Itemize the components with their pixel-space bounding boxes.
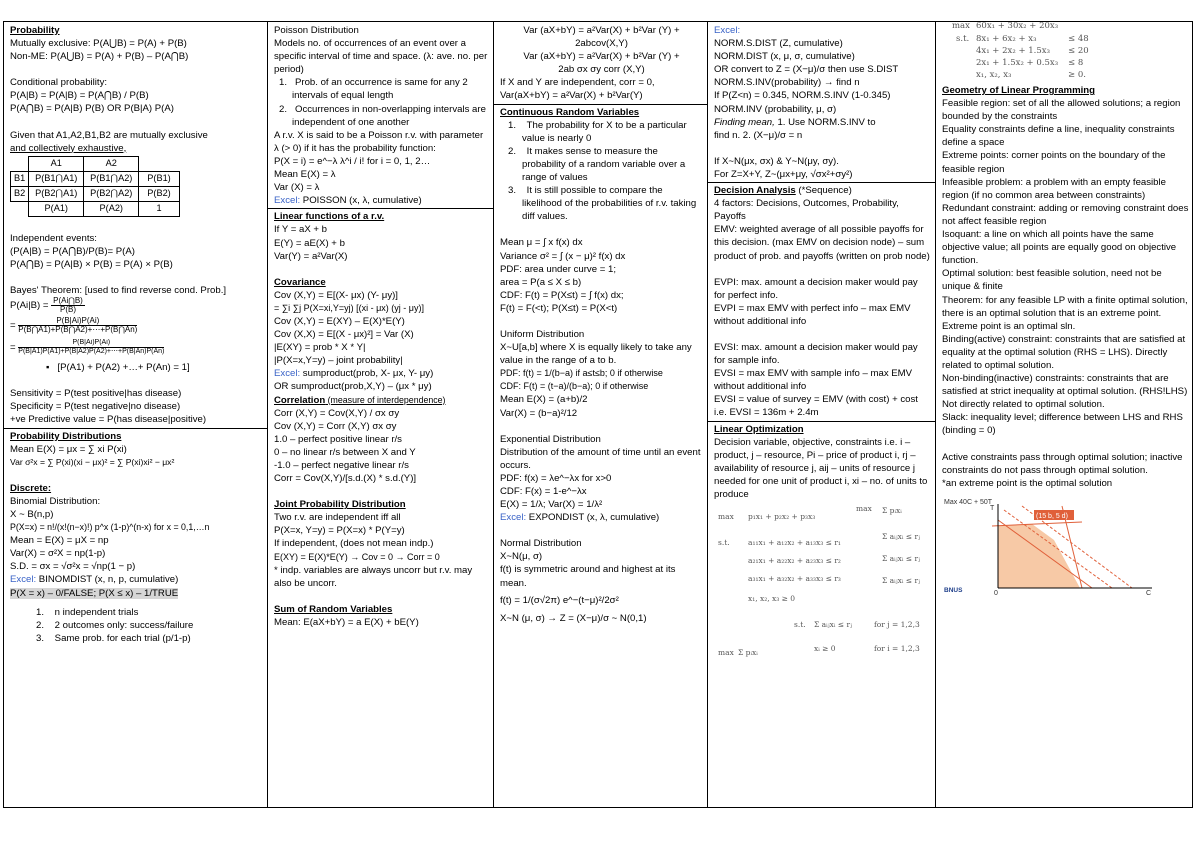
graph-title: Max 40C + 50T (944, 498, 993, 506)
sum-mean: Mean: E(aX+bY) = a E(X) + bE(Y) (274, 616, 419, 628)
normal-notation: X~N(μ, σ) (500, 551, 543, 563)
numerator: P(B|Ai)P(Ai) (18, 339, 164, 348)
lp-for-j: for j = 1,2,3 (874, 620, 920, 630)
optimal-point-label: (15 b, 5 d) (1036, 512, 1068, 520)
fraction (18, 317, 137, 334)
constraint-line-4 (992, 522, 1082, 526)
mean-formula: Mean E(X) = μx = ∑ xi P(xi) (10, 443, 127, 455)
exponential-heading: Exponential Distribution (500, 433, 601, 445)
normal-sum-2: For Z=X+Y, Z~(μx+μy, √σx²+σy²) (714, 168, 853, 180)
binomial-sd: S.D. = σx = √σ²x = √np(1 − p) (10, 561, 136, 573)
normal-heading: Normal Distribution (500, 538, 582, 550)
table-cell: P(B2⋂A1) (29, 186, 84, 201)
table-cell (11, 201, 29, 216)
evsi-formula: EVSI = max EMV with sample info – max EMV without additional info (714, 368, 913, 393)
excel-label: Excel: (10, 574, 37, 586)
cdf-def: CDF: F(t) = P(X≤t) = ∫ f(x) dx; (500, 289, 624, 301)
list-item-text: The probability for X to be a particular value is nearly 0 (522, 119, 687, 144)
section-heading-correlation: Correlation (274, 394, 326, 406)
lp-constraint-3: a₃₁x₁ + a₃₂x₂ + a₃₃x₃ ≤ r₃ (748, 574, 841, 584)
poisson-heading: Poisson Distribution (274, 25, 359, 36)
excel-norm-s-dist: NORM.S.DIST (Z, cumulative) (714, 38, 843, 50)
evpi-formula: EVPI = max EMV with perfect info – max EMV without additional info (714, 302, 911, 327)
poisson-pmf: P(X = i) = e^−λ λ^i / i! for i = 0, 1, 2… (274, 155, 431, 167)
mutually-exclusive-rule: Mutually exclusive: P(A⋃B) = P(A) + P(B) (10, 38, 187, 50)
lp-nonneg-general: xᵢ ≥ 0 (814, 644, 836, 654)
correlation-cov: Cov (X,Y) = Corr (X,Y) σx σy (274, 420, 397, 432)
excel-label: Excel: (714, 25, 741, 36)
lp-sum-constraint-1: Σ aᵢⱼxᵢ ≤ rⱼ (882, 532, 921, 542)
finding-mean-step: 1. Use NORM.S.INV to (774, 116, 876, 128)
correlation-neg: -1.0 – perfect negative linear r/s (274, 460, 409, 471)
exponential-excel (500, 511, 703, 524)
lp-sum-objective: Σ pᵢxᵢ (882, 506, 902, 516)
continuous-variance: Variance σ² = ∫ (x − μ)² f(x) dx (500, 250, 626, 262)
exponential-cdf: CDF: F(x) = 1-e^−λx (500, 486, 587, 497)
list-item-text: Same prob. for each trial (p/1-p) (54, 632, 191, 644)
predictive-value: +ve Predictive value = P(has disease|positive) (10, 414, 207, 426)
independent-rule-2: P(A⋂B) = P(A|B) × P(B) = P(A) × P(B) (10, 258, 173, 270)
example-constraint-2: 4x₁ + 2x₂ + 1.5x₃ (976, 46, 1050, 56)
variance-sum-1: Var (aX+bY) = a²Var(X) + b²Var (Y) + (523, 25, 680, 36)
example-rhs-2: ≤ 20 (1068, 46, 1089, 56)
bayes-bullet-text: [P(A1) + P(A2) +…+ P(An) = 1] (57, 362, 190, 374)
list-item-text: 2 outcomes only: success/failure (54, 619, 194, 631)
list-item: 1. n independent trials (36, 606, 139, 618)
lp-formulation-figure (714, 505, 931, 670)
table-cell: P(B1⋂A2) (84, 171, 139, 186)
table-cell: B1 (11, 171, 29, 186)
table-cell: P(A2) (84, 201, 139, 216)
excel-label: Excel: (274, 195, 301, 207)
example-max-label: max (952, 22, 970, 31)
exponential-pdf: PDF: f(x) = λe^−λx for x>0 (500, 472, 612, 484)
table-row (11, 156, 180, 171)
variance-formula: Var σ²x = ∑ P(xi)(xi − μx)² = ∑ P(xi)xi² − μx² (10, 456, 175, 467)
variance-sum-2: Var (aX+bY) = a²Var(X) + b²Var (Y) + (523, 51, 680, 63)
lp-sum-constraint-general: Σ aᵢⱼxᵢ ≤ rⱼ (814, 620, 853, 630)
numerator: P(B|Ai)P(Ai) (18, 317, 137, 326)
column-decision-optimization (707, 22, 935, 807)
list-item: 1. The probability for X to be a particular value is nearly 0 (508, 119, 687, 144)
poisson-description: Models no. of occurrences of an event over a specific interval of time and space. (λ: ave. no. per period) (274, 38, 488, 76)
table-cell: 1 (139, 201, 180, 216)
correlation-heading-line (274, 394, 489, 407)
excel-norm-s-inv: NORM.S.INV(probability) → find n (714, 77, 860, 89)
binomial-variance: Var(X) = σ²X = np(1-p) (10, 548, 106, 560)
graph-brand: BNUS (944, 586, 963, 594)
equality-constraints: Equality constraints define a line, inequality constraints define a space (942, 124, 1175, 149)
linear-variance: Var(Y) = a²Var(X) (274, 250, 348, 262)
linear-mean: E(Y) = aE(X) + b (274, 237, 345, 249)
slack: Slack: inequality level; difference between LHS and RHS (binding = 0) (942, 412, 1183, 437)
linear-def: If Y = aX + b (274, 224, 327, 236)
variance-sum-2b: 2ab σx σy corr (X,Y) (558, 64, 645, 76)
list-item: 3. It is still possible to compare the likelihood of the probabilities of r.v. taking diff values. (508, 185, 697, 223)
joint-note: If independent, (does not mean indp.) (274, 538, 434, 550)
table-row (11, 171, 180, 186)
poisson-excel (274, 194, 489, 207)
excel-norm-inv: NORM.INV (probability, μ, σ) (714, 103, 837, 115)
finding-mean-step-2: find n. 2. (X−μ)/σ = n (714, 129, 803, 141)
binomial-pmf: P(X=x) = n!/(x!(n−x)!) p^x (1-p)^(n-x) for x = 0,1,…n (10, 522, 210, 533)
evsi-example: EVSI = value of survey = EMV (with cost) + cost i.e. EVSI = 136m + 2.4m (714, 394, 918, 419)
uniform-pdf: PDF: f(t) = 1/(b−a) if a≤t≤b; 0 if otherwise (500, 368, 663, 379)
evsi-def: EVSI: max. amount a decision maker would pay for sample info. (714, 341, 918, 367)
excel-function: POISSON (x, λ, cumulative) (300, 195, 422, 207)
extreme-points: Extreme points: corner points on the boundary of the feasible region (942, 150, 1166, 175)
example-constraint-1: 8x₁ + 6x₂ + x₃ (976, 34, 1037, 44)
excel-norm-s-inv-example: If P(Z<n) = 0.345, NORM.S.INV (1-0.345) (714, 90, 891, 102)
non-me-rule: Non-ME: P(A⋃B) = P(A) + P(B) – P(A⋂B) (10, 51, 189, 63)
list-item-text: It makes sense to measure the probability of a random variable over a range of values (522, 145, 686, 184)
lp-sum-constraint-3: Σ aᵢⱼxᵢ ≤ rⱼ (882, 576, 921, 586)
variance-sum-1b: 2abcov(X,Y) (575, 38, 628, 50)
given-text-1: Given that A1,A2,B1,B2 are mutually exclusive (10, 129, 208, 141)
table-cell: P(B2⋂A2) (84, 186, 139, 201)
excel-function: BINOMDIST (x, n, p, cumulative) (36, 574, 179, 586)
lp-sum-objective-2: Σ pᵢxᵢ (738, 648, 758, 658)
lp-max-label: max (718, 512, 734, 522)
normal-symmetry: f(t) is symmetric around and highest at its mean. (500, 564, 676, 589)
example-st-label: s.t. (956, 34, 970, 44)
covariance-excel-alt: OR sumproduct(prob,X,Y) – (μx * μy) (274, 381, 432, 393)
joint-formula: P(X=x, Y=y) = P(X=x) * P(Y=y) (274, 525, 405, 537)
covariance-sum: = ∑i ∑j P(X=xi,Y=yj) [(xi - μx) (yj - μy)] (274, 302, 424, 313)
table-cell: P(B1⋂A1) (29, 171, 84, 186)
list-item: 2. 2 outcomes only: success/failure (36, 619, 194, 631)
table-row (11, 201, 180, 216)
lp-description: Decision variable, objective, constraints i.e. i – product, j – resource, Pi – price of product i, rj – availability of resource j, aij – units of resource j needed for one unit of product i, xi – no. of units to produce (714, 436, 928, 500)
poisson-mean: Mean E(X) = λ (274, 169, 336, 181)
lp-max-label-3: max (718, 648, 734, 658)
poisson-variance: Var (X) = λ (274, 182, 320, 194)
cheat-sheet (3, 21, 1193, 808)
table-cell: A1 (29, 156, 84, 171)
list-item: 3. Same prob. for each trial (p/1-p) (36, 632, 191, 644)
normal-sum-1: If X~N(μx, σx) & Y~N(μy, σy). (714, 155, 839, 167)
poisson-definition: A r.v. X is said to be a Poisson r.v. with parameter λ (> 0) if it has the probability function: (274, 129, 484, 154)
independence-variance: Var(aX+bY) = a²Var(X) + b²Var(Y) (500, 90, 643, 102)
emv-def: EMV: weighted average of all possible payoffs for this decision. (max EMV on decision node) – sum product of prob. and payoffs (written on prob node) (714, 224, 930, 262)
independent-rule-1: (P(A|B) = P(A⋂B)/P(B)= P(A) (10, 245, 135, 257)
exponential-def: Distribution of the amount of time until an event occurs. (500, 446, 701, 471)
lp-st-label-2: s.t. (794, 620, 806, 630)
decision-factors: 4 factors: Decisions, Outcomes, Probability, Payoffs (714, 198, 899, 223)
conditional-heading: Conditional probability: (10, 77, 108, 89)
fraction (18, 339, 164, 356)
covariance-note-1: |E(XY) = prob * X * Y| (274, 342, 366, 354)
lp-formulation-svg (714, 505, 932, 670)
table-cell (11, 156, 29, 171)
example-constraint-3: 2x₁ + 1.5x₂ + 0.5x₃ (976, 58, 1059, 68)
graph-origin-label: 0 (994, 589, 998, 596)
bayes-formula-2: = $\frac{P(B|Ai)P(Ai)}{P(B⋂A1)+P(B⋂A2)+\cdots+P(B⋂An)}$ (10, 317, 138, 335)
covariance-note-2: |P(X=x,Y=y) – joint probability| (274, 355, 403, 367)
lp-constraint-2: a₂₁x₁ + a₂₂x₂ + a₂₃x₃ ≤ r₂ (748, 556, 841, 566)
sensitivity: Sensitivity = P(test positive|has disease) (10, 388, 182, 400)
example-rhs-4: ≥ 0. (1068, 70, 1086, 80)
feasible-region: Feasible region: set of all the allowed solutions; a region bounded by the constraints (942, 98, 1181, 123)
table-cell: P(B1) (139, 171, 180, 186)
table-row (11, 186, 180, 201)
binomial-mean: Mean = E(X) = μX = np (10, 535, 109, 547)
denominator: P(B⋂A1)+P(B⋂A2)+⋯+P(B⋂An) (18, 325, 138, 335)
bayes-lhs: P(Ai|B) = (10, 300, 49, 312)
numerator: P(Ai⋂B) (53, 297, 83, 306)
lp-constraint-1: a₁₁x₁ + a₁₂x₂ + a₁₃x₃ ≤ r₁ (748, 538, 841, 548)
binomial-notation: X ~ B(n,p) (10, 508, 54, 520)
example-nonnegativity: x₁, x₂, x₃ (976, 70, 1012, 80)
feasible-region-graph (942, 496, 1190, 596)
covariance-def: Cov (X,Y) = E[(X- μx) (Y- μy)] (274, 289, 398, 301)
correlation-zero: 0 – no linear r/s between X and Y (274, 446, 416, 458)
table-cell: P(B2) (139, 186, 180, 201)
column-probability (4, 22, 267, 807)
section-heading-continuous: Continuous Random Variables (500, 106, 640, 118)
correlation-pos: 1.0 – perfect positive linear r/s (274, 433, 402, 445)
list-item-text: n independent trials (54, 606, 139, 618)
list-item-text: It is still possible to compare the likelihood of the probabilities of r.v. taking diff values. (522, 185, 697, 223)
redundant-constraint: Redundant constraint: adding or removing constraint does not affect feasible region (942, 202, 1189, 227)
joint-def: Two r.v. are independent iff all (274, 512, 401, 524)
pdf-area: PDF: area under curve = 1; (500, 263, 616, 275)
denominator: P(B) (60, 305, 76, 315)
section-heading-joint-probability: Joint Probability Distribution (274, 499, 406, 511)
covariance-excel (274, 367, 489, 380)
lp-objective: p₁x₁ + p₂x₂ + p₃x₃ (748, 512, 816, 522)
binomial-heading: Binomial Distribution: (10, 495, 101, 507)
uniform-heading: Uniform Distribution (500, 328, 585, 340)
excel-label: Excel: (274, 368, 301, 380)
continuous-mean: Mean μ = ∫ x f(x) dx (500, 237, 583, 249)
finding-mean-label: Finding mean, (714, 116, 775, 128)
active-constraints: Active constraints pass through optimal solution; inactive constraints do not pass through optimal solution. (942, 451, 1183, 476)
lp-max-label-compact: max (856, 505, 872, 514)
excel-convert-z: OR convert to Z = (X−μ)/σ then use S.DIST (714, 64, 899, 76)
table-cell: B2 (11, 186, 29, 201)
excel-function: sumproduct(prob, X- μx, Y- μy) (300, 368, 434, 380)
infeasible-problem: Infeasible problem: a problem with an empty feasible region (if no common area between constraints) (942, 176, 1166, 201)
section-heading-geometry: Geometry of Linear Programming (942, 85, 1095, 96)
lp-for-i: for i = 1,2,3 (874, 644, 920, 654)
conditional-rule-2: P(A⋂B) = P(A|B) P(B) OR P(B|A) P(A) (10, 103, 174, 115)
optimal-solution: Optimal solution: best feasible solution, need not be unique & finite (942, 268, 1162, 293)
fraction (51, 297, 85, 314)
uniform-variance: Var(X) = (b−a)²/12 (500, 407, 578, 419)
uniform-cdf: CDF: F(t) = (t−a)/(b−a); 0 if otherwise (500, 381, 649, 392)
feasible-region-svg (942, 496, 1154, 596)
lp-st-label: s.t. (718, 538, 730, 548)
bayes-formula-1 (10, 297, 263, 317)
section-heading-discrete: Discrete: (10, 482, 52, 494)
section-heading-prob-distributions: Probability Distributions (10, 430, 122, 442)
section-heading-covariance: Covariance (274, 276, 326, 288)
normal-standardize: X~N (μ, σ) → Z = (X−μ)/σ ~ N(0,1) (500, 612, 647, 624)
section-heading-probability: Probability (10, 25, 60, 36)
isoquant: Isoquant: a line on which all points have the same objective value; all points are equally good on objective function. (942, 229, 1177, 267)
uniform-mean: Mean E(X) = (a+b)/2 (500, 394, 588, 406)
finding-mean (714, 116, 931, 129)
decision-analysis-subtitle: (*Sequence) (795, 185, 852, 197)
extreme-point-note: *an extreme point is the optimal solution (942, 477, 1113, 489)
table-cell: P(A1) (29, 201, 84, 216)
list-item: 2. Occurrences in non-overlapping intervals are independent of one another (279, 103, 486, 128)
correlation-sd: Corr = Cov(X,Y)/[s.d.(X) * s.d.(Y)] (274, 473, 417, 485)
list-item: 2. It makes sense to measure the probability of a random variable over a range of values (508, 145, 686, 184)
lp-theorem: Theorem: for any feasible LP with a finite optimal solution, there is an optimal solution that is an extreme point. Extreme point is an optimal sln. (942, 294, 1188, 332)
binding-constraint: Binding(active) constraint: constraints that are satisfied at equality at the optimal solution (RHS = LHS). Directly related to optimal solution. (942, 333, 1186, 371)
feasible-region-shape (998, 524, 1080, 588)
bayes-heading: Bayes' Theorem: [used to find reverse cond. Prob.] (10, 285, 227, 297)
list-item: 1. Prob. of an occurrence is same for any 2 intervals of equal length (279, 77, 468, 102)
section-heading-decision-analysis: Decision Analysis (714, 185, 796, 197)
independent-heading: Independent events: (10, 232, 97, 244)
excel-norm-dist: NORM.DIST (x, μ, σ, cumulative) (714, 51, 855, 63)
binomial-excel (10, 573, 263, 586)
bayes-formula-3: = $\frac{P(B|Ai)P(Ai)}{P(B|A1)P(A1)+P(B|A2)P(A2)+\cdots+P(B|An)P(An)}$ (10, 339, 165, 356)
graph-x-label: C (1146, 589, 1152, 596)
cdf-note: F(t) = F(<t); P(X≤t) = P(X<t) (500, 302, 618, 314)
independence-note: If X and Y are independent, corr = 0, (500, 77, 655, 89)
table-cell (139, 156, 180, 171)
lp-example-figure (942, 22, 1182, 80)
joint-implication: E(XY) = E(X)*E(Y) → Cov = 0 → Corr = 0 (274, 551, 440, 562)
joint-caveat: * indp. variables are always uncorr but r.v. may also be uncorr. (274, 564, 473, 589)
joint-probability-table (10, 156, 180, 217)
normal-pdf: f(t) = 1/(σ√2π) e^−(t−μ)²/2σ² (500, 594, 619, 606)
column-continuous (493, 22, 707, 807)
lp-sum-constraint-2: Σ aᵢⱼxᵢ ≤ rⱼ (882, 554, 921, 564)
example-objective: 60x₁ + 30x₂ + 20x₃ (976, 22, 1059, 31)
excel-label: Excel: (500, 512, 527, 524)
specificity: Specificity = P(test negative|no disease) (10, 401, 181, 413)
conditional-rule-1: P(A|B) = P(A|B) = P(A⋂B) / P(B) (10, 90, 149, 102)
pdf-area-range: area = P(a ≤ X ≤ b) (500, 276, 582, 288)
correlation-def: Corr (X,Y) = Cov(X,Y) / σx σy (274, 407, 400, 419)
example-rhs-1: ≤ 48 (1068, 34, 1089, 44)
column-lp-geometry (935, 22, 1194, 807)
column-poisson-covariance (267, 22, 493, 807)
lp-nonnegativity: x₁, x₂, x₃ ≥ 0 (748, 594, 796, 604)
uniform-def: X~U[a,b] where X is equally likely to take any value in the range of a to b. (500, 342, 692, 367)
excel-function: EXPONDIST (x, λ, cumulative) (526, 512, 660, 524)
example-rhs-3: ≤ 8 (1068, 58, 1084, 68)
correlation-subtitle: (measure of interdependence) (325, 394, 446, 405)
exponential-moments: E(X) = 1/λ; Var(X) = 1/λ² (500, 499, 603, 511)
section-heading-sum-rv: Sum of Random Variables (274, 603, 393, 615)
covariance-self: Cov (X,X) = E[(X - μx)²] = Var (X) (274, 329, 414, 341)
covariance-shortcut: Cov (X,Y) = E(XY) – E(X)*E(Y) (274, 315, 405, 327)
non-binding-constraint: Non-binding(inactive) constraints: constraints that are satisfied at strict inequality at optimal solution. (RHS!LHS) Not directly related to optimal solution. (942, 373, 1188, 411)
section-heading-linear-optimization: Linear Optimization (714, 423, 804, 435)
given-text-2: and collectively exhaustive, (10, 142, 127, 154)
section-heading-linear-functions: Linear functions of a r.v. (274, 211, 385, 223)
evpi-def: EVPI: max. amount a decision maker would pay for perfect info. (714, 276, 918, 301)
bayes-bullet: ▪ [P(A1) + P(A2) +…+ P(An) = 1] (46, 362, 190, 374)
table-cell: A2 (84, 156, 139, 171)
graph-y-label: T (990, 504, 995, 512)
binomial-cumulative-note: P(X = x) – 0/FALSE; P(X ≤ x) – 1/TRUE (10, 587, 179, 599)
decision-analysis-heading-line (714, 184, 931, 197)
list-item-text: Occurrences in non-overlapping intervals are independent of one another (292, 103, 486, 128)
list-item-text: Prob. of an occurrence is same for any 2 intervals of equal length (292, 77, 468, 102)
denominator: P(B|A1)P(A1)+P(B|A2)P(A2)+⋯+P(B|An)P(An) (18, 348, 165, 356)
